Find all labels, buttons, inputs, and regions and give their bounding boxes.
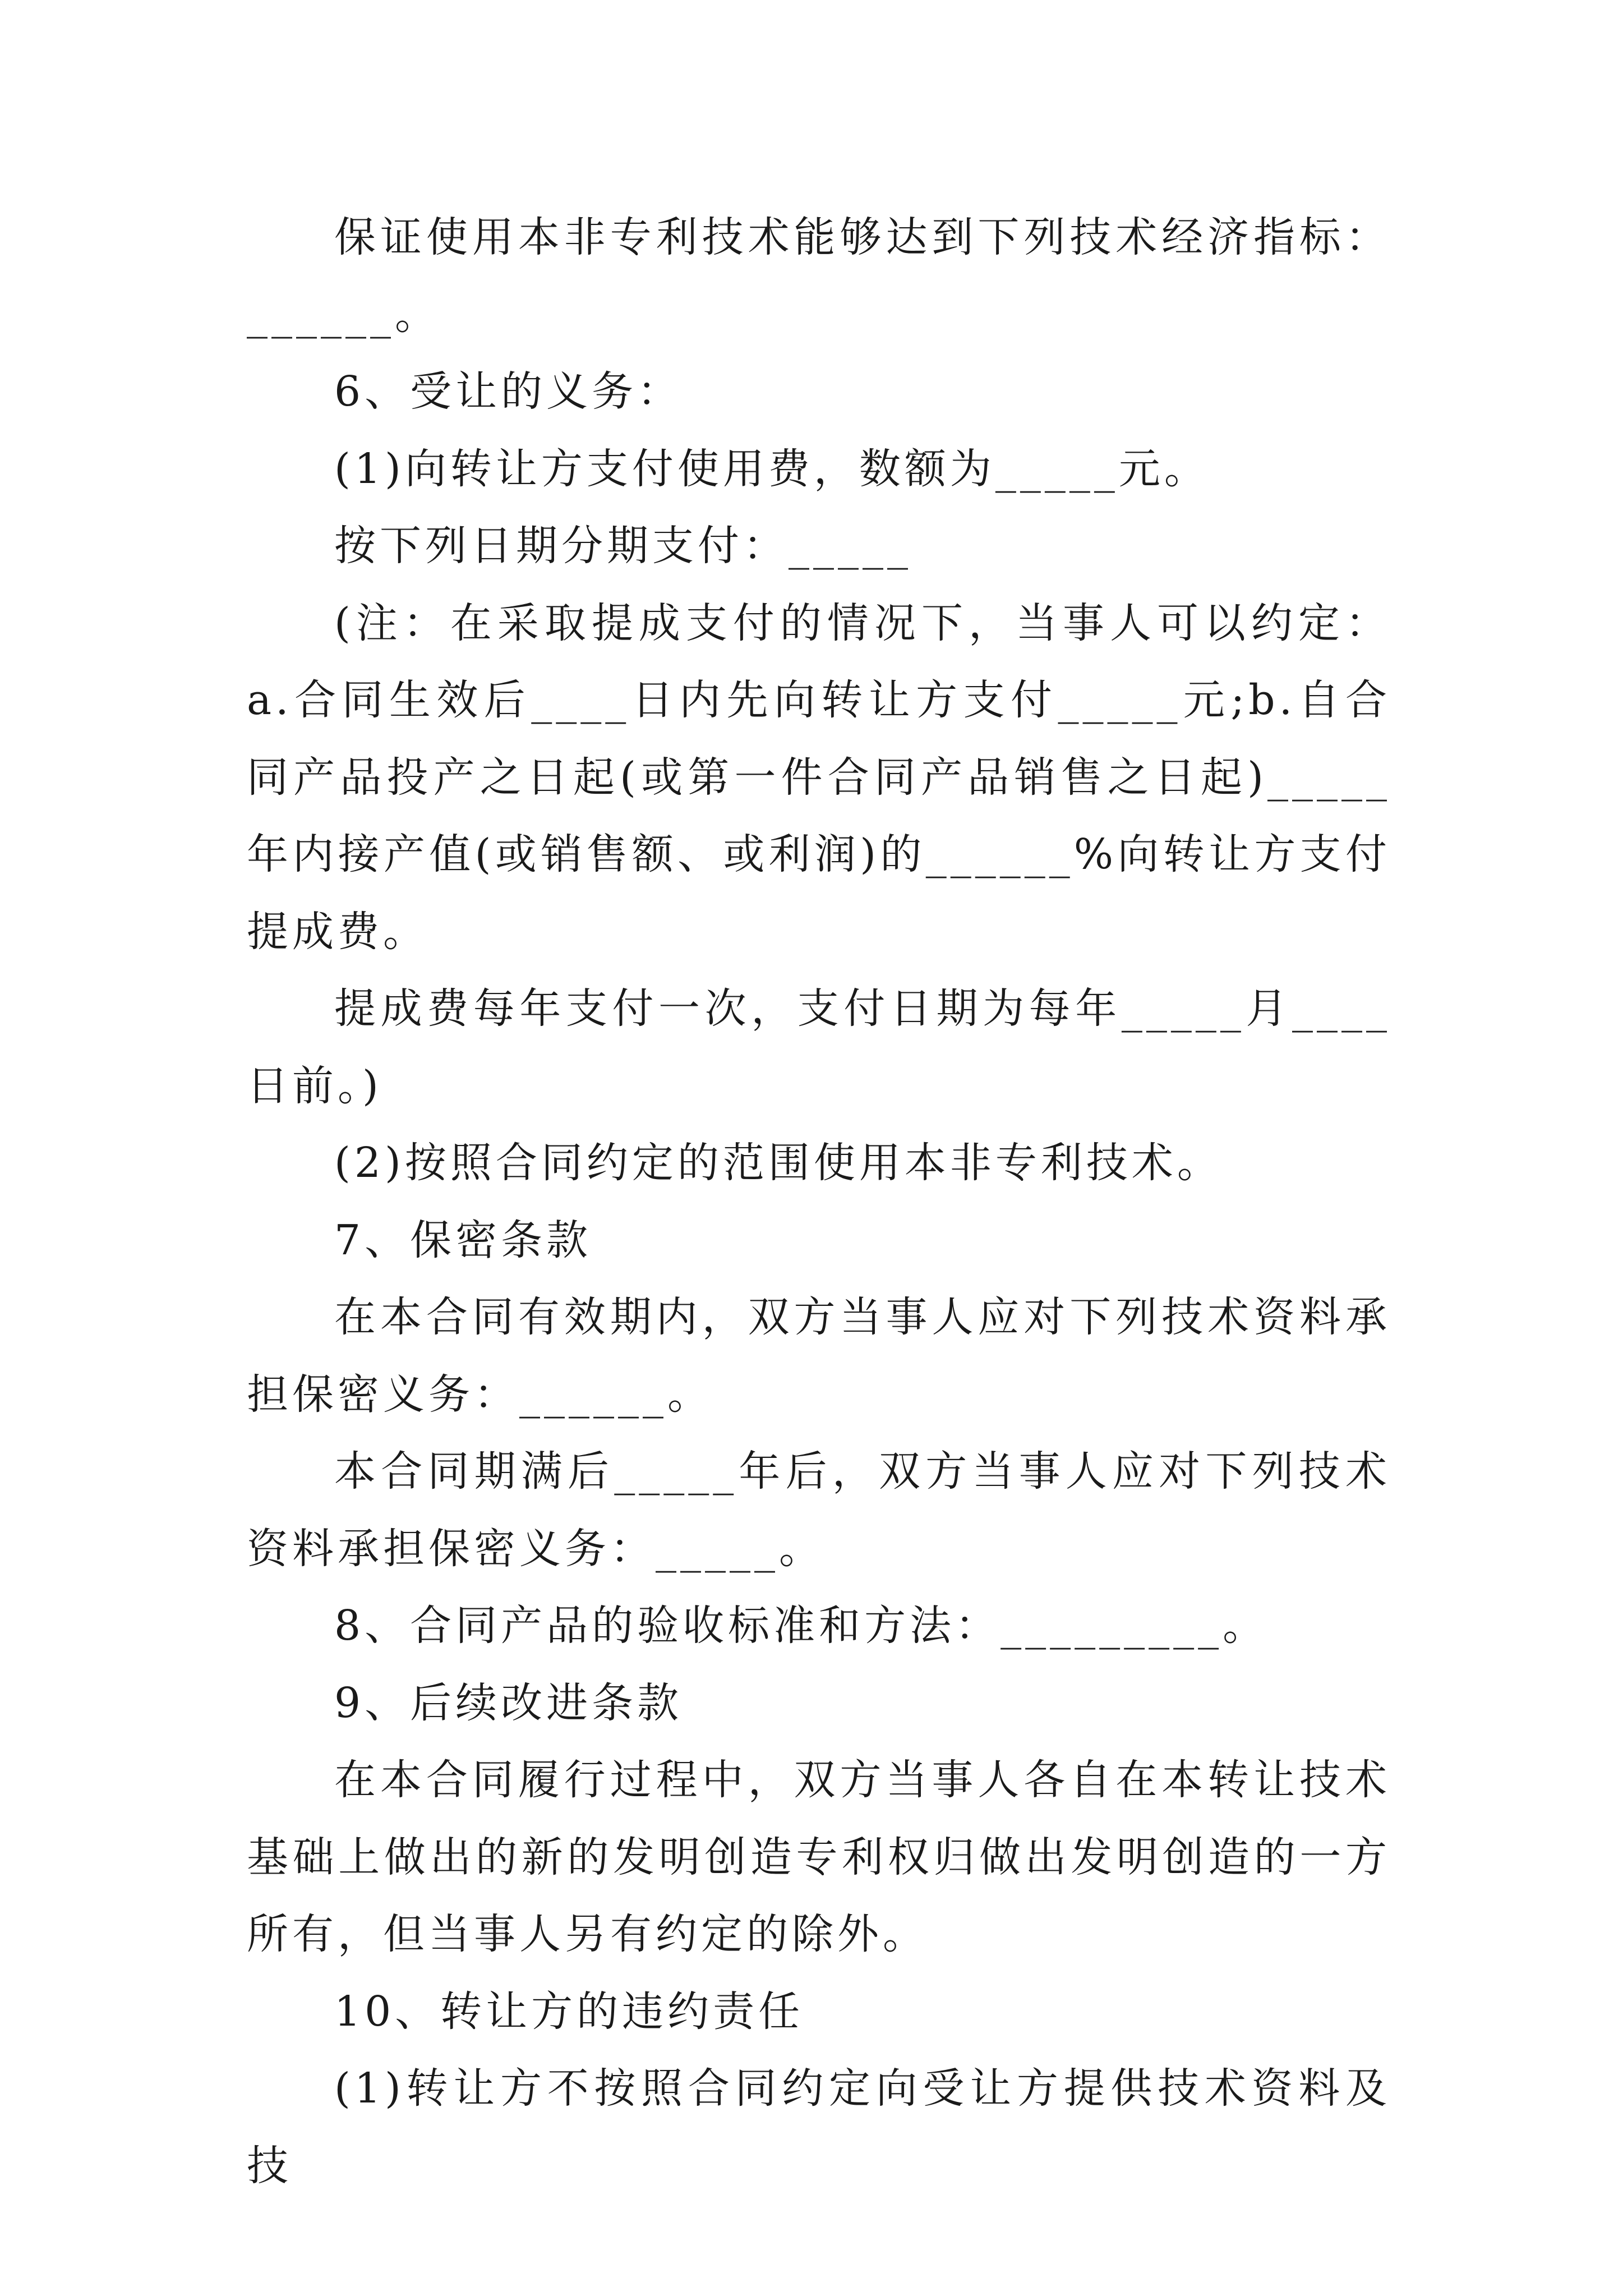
paragraph: 在本合同履行过程中，双方当事人各自在本转让技术基础上做出的新的发明创造专利权归做出发明创造的一方所有，但当事人另有约定的除外。 [247, 1756, 1391, 1958]
section-heading-8: 8、合同产品的验收标准和方法：_________。 [334, 1602, 1269, 1650]
section-heading-9: 9、后续改进条款 [334, 1678, 683, 1727]
note-paragraph: (注：在采取提成支付的情况下，当事人可以约定：a.合同生效后____日内先向转让方支付_____元;b.自合同产品投产之日起(或第一件合同产品销售之日起)_____年内接产值(或销售额、或利润)的______%向转让方支付提成费。 [247, 599, 1391, 956]
paragraph: 按下列日期分期支付：_____ [334, 522, 912, 570]
paragraph: 保证使用本非专利技术能够达到下列技术经济指标：______。 [247, 213, 1391, 339]
paragraph: 在本合同有效期内，双方当事人应对下列技术资料承担保密义务：______。 [247, 1293, 1391, 1419]
paragraph: (1)向转让方支付使用费，数额为_____元。 [334, 444, 1210, 493]
section-heading-10: 10、转让方的违约责任 [334, 1987, 804, 2036]
paragraph: (2)按照合同约定的范围使用本非专利技术。 [334, 1139, 1223, 1187]
paragraph: (1)转让方不按照合同约定向受让方提供技术资料及技 [247, 2064, 1391, 2190]
section-heading-7: 7、保密条款 [334, 1216, 592, 1264]
paragraph: 本合同期满后_____年后，双方当事人应对下列技术资料承担保密义务：_____。 [247, 1447, 1391, 1573]
paragraph: 提成费每年支付一次，支付日期为每年_____月____日前。) [247, 984, 1391, 1110]
section-heading-6: 6、受让的义务： [334, 367, 683, 416]
document-body [247, 199, 1391, 2205]
